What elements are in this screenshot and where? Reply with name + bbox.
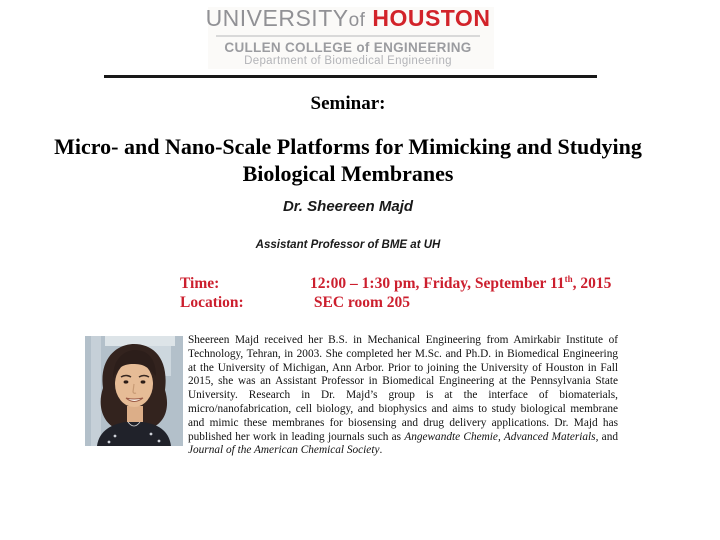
time-value-superscript: th — [564, 274, 573, 284]
time-value-main: 12:00 – 1:30 pm, Friday, September 11 — [310, 275, 565, 293]
logo-university-text: UNIVERSITY — [205, 5, 349, 31]
university-logo — [0, 5, 696, 68]
bio-journal-names-2: Journal of the American Chemical Society — [188, 444, 380, 457]
bio-journal-names-1: Angewandte Chemie, Advanced Materials, — [404, 430, 599, 443]
time-label: Time: — [180, 275, 220, 293]
time-value-year: , 2015 — [572, 275, 612, 293]
bio-text: Sheereen Majd received her B.S. in Mechanical Engineering from Amirkabir Institute of Technology, Tehran, in 2003. She completed her M.Sc. and Ph.D. in Biomedical Engineering at the University of Michigan, Ann Arbor. Prior to joining the University of Houston in Fall 2015, she was an Assistant Professor in Biomedical Engineering at the Pennsylvania State University. Research in Dr. Majd’s group is at the interface of biomaterials, micro/nanofabrication, cell biology, and biophysics and aims to study biological membrane and mimic these membranes for biosensing and drug delivery applications. Dr. Majd has published her work in leading journals such as — [188, 334, 618, 443]
seminar-title-line2: Biological Membranes — [242, 161, 454, 186]
speaker-affiliation: Assistant Professor of BME at UH — [255, 239, 441, 251]
logo-college-text: CULLEN COLLEGE of ENGINEERING — [224, 40, 472, 55]
logo-department-text: Department of Biomedical Engineering — [244, 55, 452, 67]
time-row — [180, 270, 611, 294]
biography-section — [85, 334, 618, 458]
logo-underline — [216, 35, 480, 37]
speaker-name: Dr. Sheereen Majd — [282, 198, 414, 215]
logo-houston-text: HOUSTON — [372, 5, 491, 31]
location-row — [180, 294, 611, 313]
bio-text-and: and — [598, 430, 618, 443]
speaker-portrait-photo — [85, 336, 183, 446]
location-label: Location: — [180, 293, 244, 311]
seminar-title — [0, 133, 696, 187]
bio-text-period: . — [379, 444, 383, 457]
event-details — [180, 270, 611, 312]
logo-of-text: of — [348, 10, 366, 31]
time-value — [310, 275, 611, 292]
logo-wordmark — [0, 5, 696, 34]
location-value: SEC room 205 — [313, 293, 411, 311]
divider-rule — [104, 75, 597, 78]
seminar-title-line1: Micro- and Nano-Scale Platforms for Mimicking and Studying — [54, 134, 642, 159]
seminar-label: Seminar: — [310, 93, 386, 114]
